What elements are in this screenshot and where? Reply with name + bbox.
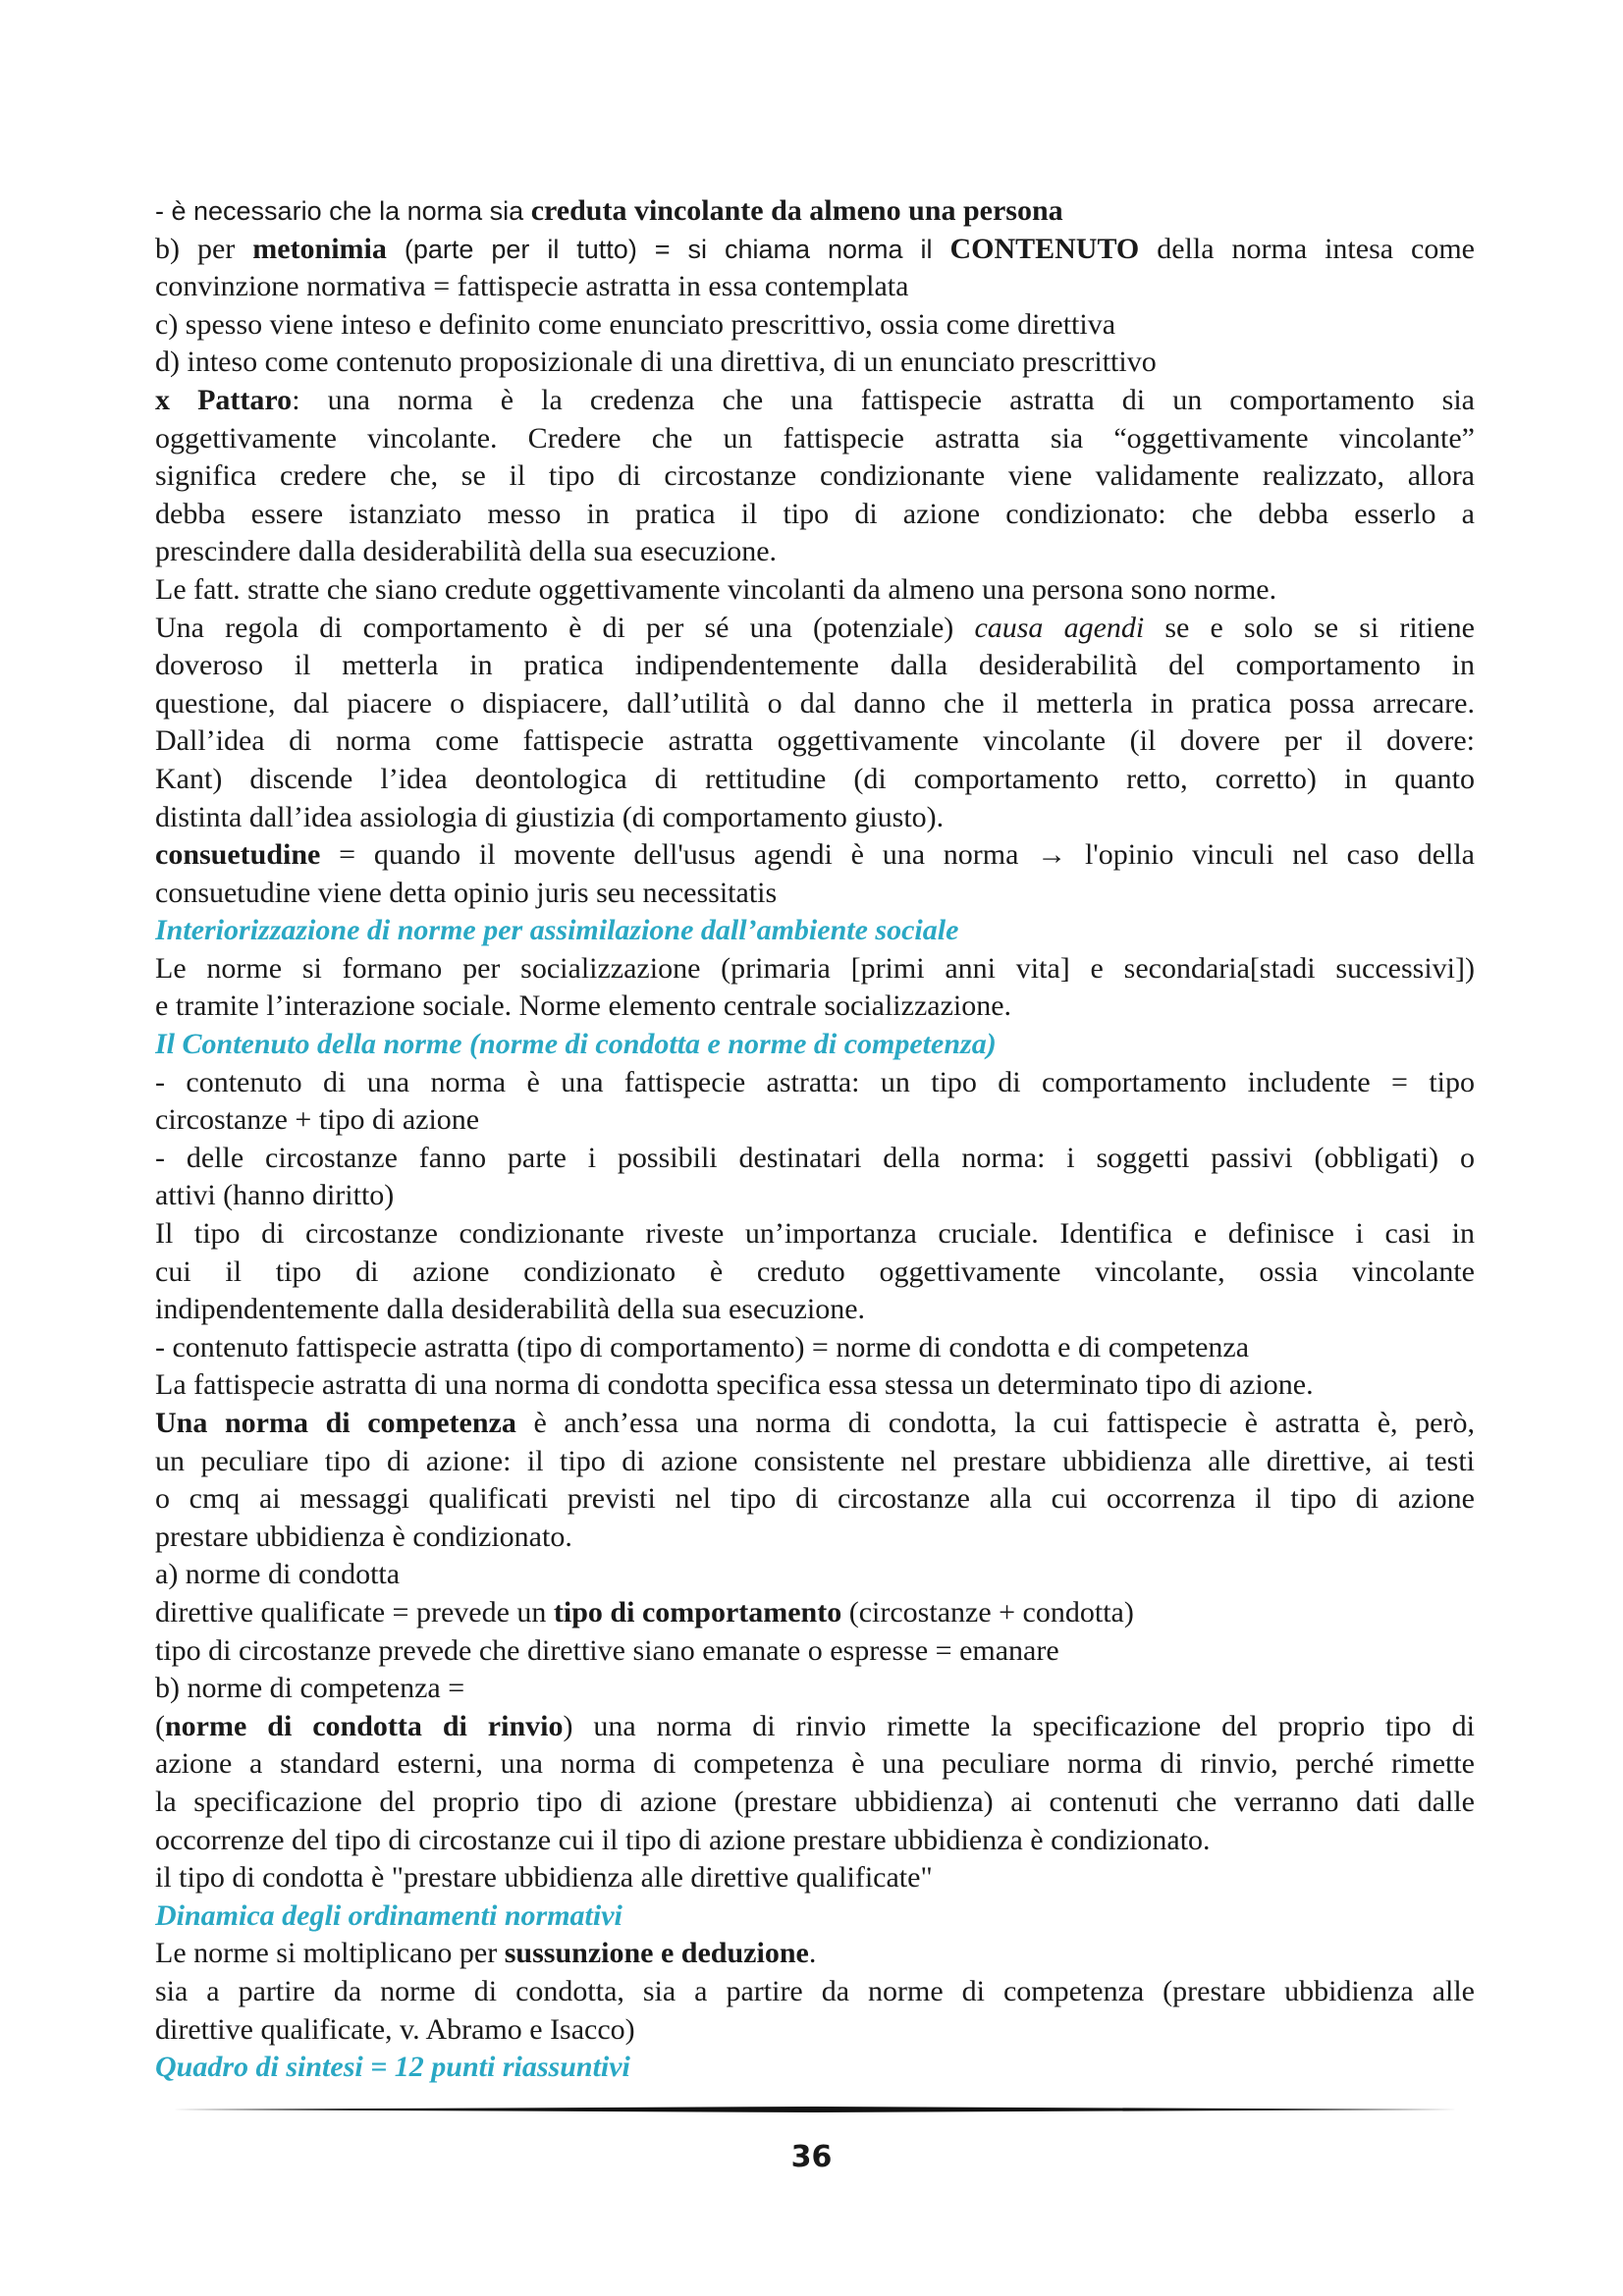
text-run: indipendentemente dalla desiderabilità della sua esecuzione. [155,1293,866,1326]
text-line [155,761,1475,799]
text-run: b) norme di competenza = [155,1672,465,1705]
text-run: - delle circostanze fanno parte i possibili destinatari della norma: i soggetti passivi (obbligati) o [155,1141,1475,1174]
text-line [155,571,1475,610]
text-line [155,1745,1475,1784]
bold-text: sussunzione e deduzione [504,1937,809,1970]
text-line [155,496,1475,534]
text-line [155,1101,1475,1140]
text-run: (parte per il tutto) = si chiama norma il [386,234,950,264]
section-heading [155,912,1475,950]
text-run: debba essere istanziato messo in pratica il tipo di azione condizionato: che debba esserlo a [155,497,1475,530]
text-run: oggettivamente vincolante. Credere che un fattispecie astratta sia “oggettivamente vincolante” [155,421,1475,454]
text-run: - è necessario che la norma sia [155,196,531,226]
text-run: azione a standard esterni, una norma di competenza è una peculiare norma di rinvio, perché rimette [155,1747,1475,1781]
text-line [155,950,1475,988]
text-run: Kant) discende l’idea deontologica di rettitudine (di comportamento retto, corretto) in quanto [155,762,1475,795]
text-line [155,1405,1475,1443]
bold-text: tipo di comportamento [553,1595,842,1629]
text-run: Dinamica degli ordinamenti normativi [155,1898,622,1932]
text-run: prestare ubbidienza è condizionato. [155,1520,572,1553]
text-run: . [808,1937,817,1970]
text-line [155,836,1475,875]
text-line [155,1670,1475,1708]
text-run: direttive qualificate = prevede un [155,1595,554,1629]
text-run: La fattispecie astratta di una norma di condotta specifica essa stessa un determinato tipo di azione. [155,1368,1314,1402]
text-line [155,192,1475,231]
text-run: la specificazione del proprio tipo di azione (prestare ubbidienza) ai contenuti che verranno dati dalle [155,1785,1475,1818]
text-line [155,344,1475,382]
text-run: - contenuto di una norma è una fattispecie astratta: un tipo di comportamento includente = tipo [155,1065,1475,1098]
text-line [155,2011,1475,2050]
italic-text: causa agendi [974,611,1145,644]
text-run: Le fatt. stratte che siano credute oggettivamente vincolanti da almeno una persona sono norme. [155,572,1277,606]
text-line [155,1973,1475,2011]
text-line [155,988,1475,1026]
bold-text: x Pattaro [155,383,293,416]
text-run: e tramite l’interazione sociale. Norme elemento centrale socializzazione. [155,989,1012,1023]
text-run: cui il tipo di azione condizionato è creduto oggettivamente vincolante, ossia vincolante [155,1255,1475,1288]
text-line [155,1366,1475,1405]
text-run: : una norma è la credenza che una fattispecie astratta di un comportamento sia [292,383,1475,416]
text-run: ) una norma di rinvio rimette la specificazione del proprio tipo di [563,1709,1475,1742]
bold-text: consuetudine [155,838,321,872]
text-run: è anch’essa una norma di condotta, la cui fattispecie è astratta è, però, [515,1407,1475,1439]
text-run: un peculiare tipo di azione: il tipo di azione consistente nel prestare ubbidienza alle direttive, ai testi [155,1444,1475,1477]
text-line [155,1632,1475,1671]
text-run: ( [155,1709,165,1742]
text-line [155,457,1475,496]
text-line [155,722,1475,761]
text-line [155,1519,1475,1557]
text-line [155,1556,1475,1594]
text-line [155,1064,1475,1102]
bold-text: norme di condotta di rinvio [165,1709,564,1742]
text-line [155,1708,1475,1746]
text-run: se e solo se si ritiene [1144,611,1475,644]
text-run: della norma intesa come [1139,232,1475,265]
text-run: convinzione normativa = fattispecie astratta in essa contemplata [155,270,909,303]
text-line [155,420,1475,458]
text-line [155,533,1475,571]
section-heading [155,1897,1475,1936]
text-line [155,1177,1475,1215]
text-run: Dall’idea di norma come fattispecie astratta oggettivamente vincolante (il dovere per il dovere: [155,724,1475,758]
text-line [155,1140,1475,1178]
text-run: Le norme si formano per socializzazione (primaria [primi anni vita] e secondaria[stadi successivi]) [155,951,1475,985]
text-line [155,685,1475,723]
text-line [155,306,1475,345]
text-run: - contenuto fattispecie astratta (tipo di comportamento) = norme di condotta e di competenza [155,1330,1250,1363]
text-line [155,1215,1475,1254]
text-line [155,1594,1475,1632]
page-number: 36 [790,2140,833,2174]
text-line [155,1291,1475,1329]
bold-text: creduta vincolante da almeno una persona [530,194,1063,227]
text-line [155,1859,1475,1897]
text-run: = quando il movente dell'usus agendi è una norma → l'opinio vinculi nel caso della [320,838,1475,872]
text-run: Quadro di sintesi = 12 punti riassuntivi [155,2051,630,2084]
text-line [155,382,1475,420]
text-run: (circostanze + condotta) [841,1595,1134,1629]
text-run: questione, dal piacere o dispiacere, dall’utilità o dal danno che il metterla in pratica possa arrecare. [155,686,1475,720]
text-run: c) spesso viene inteso e definito come enunciato prescrittivo, ossia come direttiva [155,307,1116,341]
text-run: Una regola di comportamento è di per sé una (potenziale) [155,611,975,644]
text-run: sia a partire da norme di condotta, sia a partire da norme di competenza (prestare ubbidienza alle [155,1974,1475,2007]
text-line [155,1443,1475,1481]
text-run: Il tipo di circostanze condizionante riveste un’importanza cruciale. Identifica e definisce i casi in [155,1217,1475,1251]
text-run: a) norme di condotta [155,1558,401,1591]
text-run: Le norme si moltiplicano per [155,1937,505,1970]
text-run: Interiorizzazione di norme per assimilazione dall’ambiente sociale [155,914,959,947]
text-run: b) per [155,232,253,265]
text-line [155,1329,1475,1367]
text-line [155,1784,1475,1822]
footer-rule [172,2107,1458,2112]
text-run: prescindere dalla desiderabilità della sua esecuzione. [155,535,778,568]
text-line [155,1480,1475,1519]
text-run: tipo di circostanze prevede che direttive siano emanate o espresse = emanare [155,1633,1059,1667]
text-line [155,799,1475,837]
text-line [155,268,1475,306]
text-run: doveroso il metterla in pratica indipendentemente dalla desiderabilità del comportamento in [155,649,1475,682]
text-run: consuetudine viene detta opinio juris seu necessitatis [155,876,778,909]
text-run: occorrenze del tipo di circostanze cui il tipo di azione prestare ubbidienza è condizionato. [155,1823,1211,1856]
document-body [155,192,1475,2087]
text-run: attivi (hanno diritto) [155,1179,395,1212]
text-run: o cmq ai messaggi qualificati previsti nel tipo di circostanze alla cui occorrenza il tipo di azione [155,1482,1475,1516]
bold-text: CONTENUTO [949,232,1140,265]
text-line [155,1935,1475,1973]
bold-text: metonimia [252,232,387,265]
section-heading [155,1026,1475,1064]
text-line [155,875,1475,913]
text-line [155,610,1475,648]
section-heading [155,2049,1475,2087]
text-run: circostanze + tipo di azione [155,1103,480,1137]
text-run: Il Contenuto della norme (norme di condotta e norme di competenza) [155,1028,997,1061]
text-run: distinta dall’idea assiologia di giustizia (di comportamento giusto). [155,800,945,833]
text-line [155,1254,1475,1292]
text-run: d) inteso come contenuto proposizionale di una direttiva, di un enunciato prescrittivo [155,346,1157,379]
text-line [155,231,1475,269]
bold-text: Una norma di competenza [155,1407,516,1439]
text-run: direttive qualificate, v. Abramo e Isacco) [155,2012,635,2046]
text-line [155,1822,1475,1860]
text-run: significa credere che, se il tipo di circostanze condizionante viene validamente realizzato, allora [155,459,1475,493]
text-run: il tipo di condotta è "prestare ubbidienza alle direttive qualificate" [155,1861,933,1895]
text-line [155,647,1475,685]
